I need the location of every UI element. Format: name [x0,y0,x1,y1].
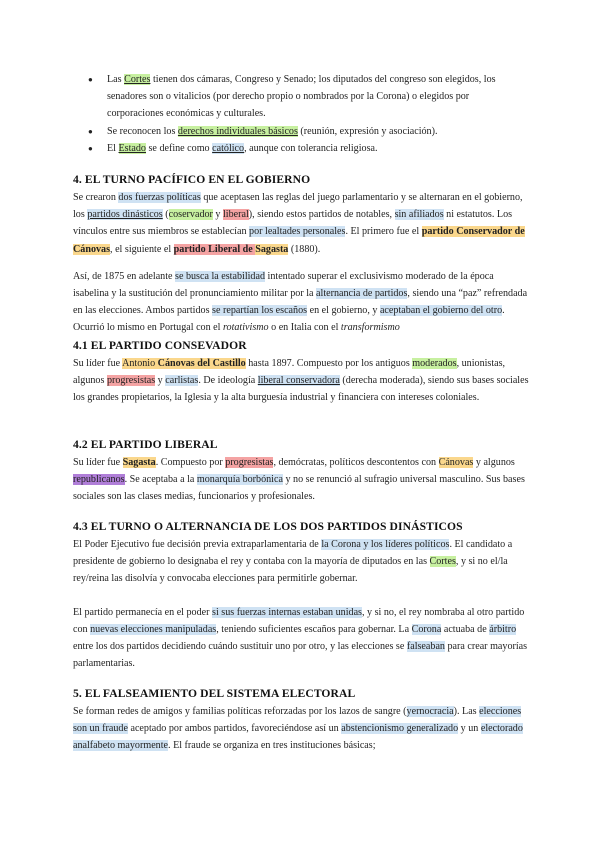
paragraph-estabilidad: Así, de 1875 en adelante se busca la estabilidad intentado superar el exclusivismo moderado de la época isabelina y la sustitución del pronunciamiento militar por la alternancia de partidos, siendo una “paz” refrendada en las elecciones. Ambos partidos se repartían los escaños en el gobierno, y aceptaban el gobierno del otro. Ocurrió lo mismo en Portugal con el rotativismo o en Italia con el transformismo [73,270,528,334]
paragraph-falseamiento: Se forman redes de amigos y familias políticas reforzadas por los lazos de sangre (yernocracia). Las elecciones son un fraude aceptado por ambos partidos, favoreciéndose así un abstencionismo generalizado y un electorado analfabeto mayormente. El fraude se organiza en tres instituciones básicas; [73,706,523,752]
section-turno-pacifico [73,172,531,337]
bullet-list [88,71,528,157]
paragraph-fuerzas-politicas: Se crearon dos fuerzas políticas que aceptasen las reglas del juego parlamentario y se alternaran en el gobierno, los partidos dinásticos (coservador y liberal), siendo estos partidos de notables, sin afiliados ni estatutos. Los vínculos entre sus miembros se establecían por lealtades personales. El primero fue el partido Conservador de Cánovas, el siguiente el partido Liberal de Sagasta (1880). [73,192,525,255]
paragraph-poder-ejecutivo: El Poder Ejecutivo fue decisión previa extraparlamentaria de la Corona y los líderes políticos. El candidato a presidente de gobierno lo designaba el rey y contaba con la mayoría de diputados en las Cortes, y si no el/la rey/reina las disolvía y convocaba elecciones para permitirle gobernar. [73,539,513,585]
bullet-item-cortes: ● Las Cortes tienen dos cámaras, Congreso y Senado; los diputados del congreso son elegidos, los senadores son o vitalicios (por derecho propio o nombrados por la Corona) o elegidos por corporaciones económicas y culturales. [88,71,528,123]
paragraph-liberal: Su líder fue Sagasta. Compuesto por progresistas, demócratas, políticos descontentos con Cánovas y algunos republicanos. Se aceptaba a la monarquía borbónica y no se renunció al sufragio universal masculino. Sus bases sociales son las clases medias, funcionarios y profesionales. [73,457,525,503]
highlight-estado: Estado [118,142,146,154]
bullet-item-estado: ● El Estado se define como católico, aunque con tolerancia religiosa. [88,140,528,157]
highlight-cortes: Cortes [124,74,151,85]
section-alternancia [73,519,531,672]
section-partido-conservador [73,338,531,407]
paragraph-permanencia: El partido permanecía en el poder si sus fuerzas internas estaban unidas, y si no, el rey nombraba al otro partido con nuevas elecciones manipuladas, teniendo suficientes escaños para gobernar. La Corona actuaba de árbitro entre los dos partidos decidiendo cuándo sustituir uno por otro, y las elecciones se falseaban para crear mayorías parlamentarias. [73,606,528,670]
heading-alternancia: 4.3 EL TURNO O ALTERNANCIA DE LOS DOS PARTIDOS DINÁSTICOS [73,520,463,533]
heading-partido-liberal: 4.2 EL PARTIDO LIBERAL [73,438,218,451]
heading-falseamiento: 5. EL FALSEAMIENTO DEL SISTEMA ELECTORAL [73,687,356,700]
section-partido-liberal [73,437,531,506]
highlight-derechos: derechos individuales básicos [177,125,298,137]
section-falseamiento [73,686,531,755]
bullet-dot-icon: ● [88,143,93,153]
bullet-dot-icon: ● [88,126,93,136]
bullet-dot-icon: ● [88,75,93,84]
heading-partido-conservador: 4.1 EL PARTIDO CONSEVADOR [73,339,247,352]
highlight-catolico: católico [212,142,245,154]
paragraph-conservador: Su líder fue Antonio Cánovas del Castillo hasta 1897. Compuesto por los antiguos moderados, unionistas, algunos progresistas y carlistas. De ideología liberal conservadora (derecha moderada), siendo sus bases sociales los grandes propietarios, la Iglesia y la alta burguesía industrial y financiera con intereses coloniales. [73,358,529,404]
bullet-item-derechos: ● Se reconocen los derechos individuales básicos (reunión, expresión y asociación). [88,123,528,140]
heading-turno-pacifico: 4. EL TURNO PACÍFICO EN EL GOBIERNO [73,173,311,186]
